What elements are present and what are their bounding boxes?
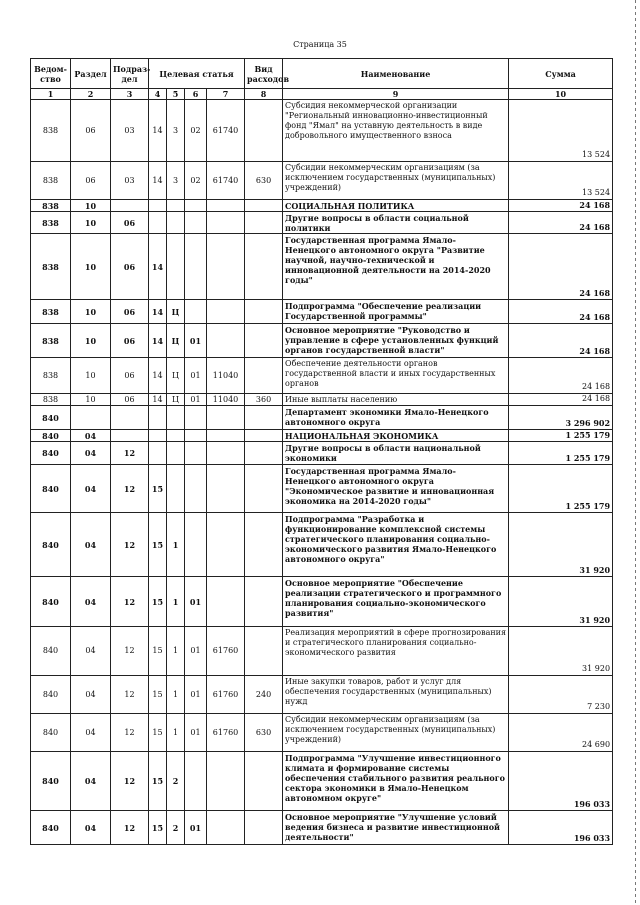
- cell-celevaya-4: 61760: [207, 627, 245, 676]
- cell-celevaya-1: 14: [149, 394, 167, 406]
- cell-celevaya-1: 15: [149, 811, 167, 845]
- cell-celevaya-1: 15: [149, 513, 167, 577]
- cell-celevaya-2: 1: [167, 627, 185, 676]
- cell-vedomstvo: 838: [31, 358, 71, 394]
- header-celevaya-statya: Целевая статья: [149, 59, 245, 89]
- cell-podrazdel: 12: [111, 676, 149, 714]
- cell-summa: 24 168: [509, 394, 613, 406]
- cell-celevaya-1: [149, 406, 167, 430]
- cell-celevaya-2: [167, 465, 185, 513]
- cell-vedomstvo: 840: [31, 513, 71, 577]
- table-row: [31, 513, 613, 577]
- cell-naimenovanie: Государственная программа Ямало-Ненецкого автономного округа "Развитие научной, научно-технической и инновационной деятельности на 2014-2020 годы": [283, 234, 509, 300]
- cell-podrazdel: 06: [111, 394, 149, 406]
- cell-summa: 196 033: [509, 811, 613, 845]
- cell-celevaya-2: 1: [167, 676, 185, 714]
- cell-celevaya-4: 61740: [207, 100, 245, 162]
- cell-celevaya-1: 14: [149, 234, 167, 300]
- cell-vid-rashodov: [245, 300, 283, 324]
- cell-vedomstvo: 838: [31, 162, 71, 200]
- cell-celevaya-2: 1: [167, 714, 185, 752]
- col-number: 4: [149, 89, 167, 100]
- cell-celevaya-1: 14: [149, 162, 167, 200]
- cell-celevaya-3: [185, 442, 207, 465]
- col-number: 9: [283, 89, 509, 100]
- cell-celevaya-2: Ц: [167, 358, 185, 394]
- table-row: [31, 162, 613, 200]
- cell-vedomstvo: 838: [31, 200, 71, 212]
- cell-celevaya-4: [207, 200, 245, 212]
- cell-celevaya-3: 02: [185, 100, 207, 162]
- cell-celevaya-3: [185, 200, 207, 212]
- cell-naimenovanie: Другие вопросы в области национальной экономики: [283, 442, 509, 465]
- cell-vid-rashodov: 360: [245, 394, 283, 406]
- cell-razdel: 04: [71, 430, 111, 442]
- cell-naimenovanie: Субсидия некоммерческой организации "Региональный инновационно-инвестиционный фонд "Ямал" на уставную деятельность в виде добровольного имущественного взноса: [283, 100, 509, 162]
- cell-podrazdel: 06: [111, 212, 149, 234]
- cell-summa: 24 168: [509, 212, 613, 234]
- cell-naimenovanie: Основное мероприятие "Улучшение условий ведения бизнеса и развитие инвестиционной деятельности": [283, 811, 509, 845]
- cell-vid-rashodov: [245, 358, 283, 394]
- cell-podrazdel: 06: [111, 358, 149, 394]
- cell-podrazdel: 12: [111, 627, 149, 676]
- cell-celevaya-2: [167, 212, 185, 234]
- cell-celevaya-3: 01: [185, 811, 207, 845]
- cell-celevaya-3: [185, 406, 207, 430]
- cell-celevaya-3: [185, 300, 207, 324]
- cell-celevaya-3: 02: [185, 162, 207, 200]
- table-row: [31, 442, 613, 465]
- table-row: [31, 300, 613, 324]
- col-number: 10: [509, 89, 613, 100]
- cell-naimenovanie: Подпрограмма "Улучшение инвестиционного климата и формирование системы обеспечения стабильного развития реального сектора экономики в Ямало-Ненецком автономном округе": [283, 752, 509, 811]
- cell-celevaya-2: Ц: [167, 394, 185, 406]
- cell-razdel: 10: [71, 300, 111, 324]
- cell-celevaya-3: 01: [185, 358, 207, 394]
- table-row: [31, 406, 613, 430]
- cell-celevaya-1: [149, 200, 167, 212]
- cell-summa: 24 690: [509, 714, 613, 752]
- cell-vid-rashodov: [245, 324, 283, 358]
- cell-celevaya-2: 3: [167, 162, 185, 200]
- cell-razdel: 10: [71, 200, 111, 212]
- cell-celevaya-1: 14: [149, 358, 167, 394]
- table-row: [31, 627, 613, 676]
- table-row: [31, 465, 613, 513]
- cell-summa: 13 524: [509, 100, 613, 162]
- cell-celevaya-4: [207, 465, 245, 513]
- table-row: [31, 324, 613, 358]
- header-razdel: Раздел: [71, 59, 111, 89]
- cell-summa: 3 296 902: [509, 406, 613, 430]
- cell-vid-rashodov: [245, 212, 283, 234]
- cell-summa: 196 033: [509, 752, 613, 811]
- cell-celevaya-1: 15: [149, 752, 167, 811]
- cell-celevaya-1: [149, 212, 167, 234]
- cell-celevaya-4: [207, 300, 245, 324]
- cell-razdel: 04: [71, 465, 111, 513]
- table-row: [31, 358, 613, 394]
- cell-vid-rashodov: [245, 406, 283, 430]
- cell-celevaya-2: 2: [167, 752, 185, 811]
- cell-celevaya-2: Ц: [167, 300, 185, 324]
- col-number: 3: [111, 89, 149, 100]
- cell-vedomstvo: 838: [31, 100, 71, 162]
- cell-summa: 31 920: [509, 627, 613, 676]
- cell-vid-rashodov: 630: [245, 714, 283, 752]
- cell-celevaya-1: 14: [149, 100, 167, 162]
- table-row: [31, 394, 613, 406]
- table-row: [31, 200, 613, 212]
- cell-razdel: 04: [71, 627, 111, 676]
- cell-celevaya-3: [185, 212, 207, 234]
- cell-podrazdel: 06: [111, 324, 149, 358]
- cell-vedomstvo: 838: [31, 394, 71, 406]
- cell-naimenovanie: Субсидии некоммерческим организациям (за исключением государственных (муниципальных) учреждений): [283, 162, 509, 200]
- cell-razdel: 10: [71, 324, 111, 358]
- cell-vid-rashodov: [245, 752, 283, 811]
- cell-razdel: 04: [71, 811, 111, 845]
- cell-celevaya-4: [207, 234, 245, 300]
- cell-podrazdel: 12: [111, 465, 149, 513]
- col-number: 6: [185, 89, 207, 100]
- cell-summa: 24 168: [509, 358, 613, 394]
- cell-vedomstvo: 840: [31, 430, 71, 442]
- cell-vedomstvo: 840: [31, 465, 71, 513]
- cell-summa: 7 230: [509, 676, 613, 714]
- cell-celevaya-4: 11040: [207, 394, 245, 406]
- cell-celevaya-2: [167, 406, 185, 430]
- cell-podrazdel: [111, 430, 149, 442]
- cell-razdel: 10: [71, 358, 111, 394]
- cell-vedomstvo: 840: [31, 676, 71, 714]
- cell-vid-rashodov: [245, 430, 283, 442]
- cell-razdel: 04: [71, 442, 111, 465]
- budget-table: [30, 58, 613, 845]
- cell-celevaya-4: 61760: [207, 676, 245, 714]
- cell-celevaya-4: [207, 430, 245, 442]
- cell-summa: 24 168: [509, 300, 613, 324]
- table-row: [31, 714, 613, 752]
- cell-celevaya-4: [207, 752, 245, 811]
- cell-celevaya-2: 3: [167, 100, 185, 162]
- header-vedomstvo: Ведом-ство: [31, 59, 71, 89]
- cell-celevaya-1: [149, 442, 167, 465]
- cell-summa: 24 168: [509, 234, 613, 300]
- cell-podrazdel: 12: [111, 811, 149, 845]
- cell-vid-rashodov: [245, 442, 283, 465]
- table-header-row: [31, 59, 613, 89]
- cell-vedomstvo: 840: [31, 714, 71, 752]
- cell-celevaya-1: 14: [149, 300, 167, 324]
- cell-vid-rashodov: [245, 577, 283, 627]
- cell-celevaya-1: 14: [149, 324, 167, 358]
- cell-celevaya-3: 01: [185, 324, 207, 358]
- cell-razdel: 10: [71, 234, 111, 300]
- cell-vedomstvo: 840: [31, 577, 71, 627]
- table-row: [31, 100, 613, 162]
- cell-summa: 13 524: [509, 162, 613, 200]
- cell-celevaya-3: [185, 752, 207, 811]
- cell-naimenovanie: Субсидии некоммерческим организациям (за исключением государственных (муниципальных) учреждений): [283, 714, 509, 752]
- cell-podrazdel: 12: [111, 752, 149, 811]
- cell-celevaya-2: [167, 234, 185, 300]
- cell-naimenovanie: Иные выплаты населению: [283, 394, 509, 406]
- cell-celevaya-3: [185, 513, 207, 577]
- cell-podrazdel: 06: [111, 300, 149, 324]
- cell-naimenovanie: Подпрограмма "Обеспечение реализации Государственной программы": [283, 300, 509, 324]
- cell-podrazdel: 12: [111, 714, 149, 752]
- cell-celevaya-3: 01: [185, 714, 207, 752]
- cell-podrazdel: 03: [111, 162, 149, 200]
- cell-celevaya-1: 15: [149, 714, 167, 752]
- cell-podrazdel: 12: [111, 513, 149, 577]
- cell-razdel: [71, 406, 111, 430]
- table-row: [31, 234, 613, 300]
- cell-celevaya-4: 11040: [207, 358, 245, 394]
- cell-vedomstvo: 838: [31, 212, 71, 234]
- cell-celevaya-3: [185, 465, 207, 513]
- cell-podrazdel: 12: [111, 577, 149, 627]
- cell-summa: 1 255 179: [509, 442, 613, 465]
- cell-celevaya-2: [167, 430, 185, 442]
- col-number: 2: [71, 89, 111, 100]
- cell-naimenovanie: Другие вопросы в области социальной политики: [283, 212, 509, 234]
- cell-razdel: 06: [71, 162, 111, 200]
- cell-celevaya-3: [185, 234, 207, 300]
- cell-naimenovanie: Подпрограмма "Разработка и функционирование комплексной системы стратегического планирования социально-экономического развития Ямало-Ненецкого автономного округа": [283, 513, 509, 577]
- cell-razdel: 06: [71, 100, 111, 162]
- cell-celevaya-1: 15: [149, 676, 167, 714]
- cell-celevaya-3: [185, 430, 207, 442]
- cell-razdel: 04: [71, 513, 111, 577]
- cell-celevaya-3: 01: [185, 394, 207, 406]
- cell-summa: 24 168: [509, 324, 613, 358]
- cell-vid-rashodov: [245, 100, 283, 162]
- cell-vid-rashodov: [245, 465, 283, 513]
- table-row: [31, 577, 613, 627]
- cell-summa: 24 168: [509, 200, 613, 212]
- table-row: [31, 811, 613, 845]
- cell-vedomstvo: 840: [31, 406, 71, 430]
- cell-razdel: 04: [71, 676, 111, 714]
- cell-naimenovanie: Основное мероприятие "Руководство и управление в сфере установленных функций органов государственной власти": [283, 324, 509, 358]
- cell-celevaya-3: 01: [185, 676, 207, 714]
- cell-naimenovanie: Реализация мероприятий в сфере прогнозирования и стратегического планирования социально-экономического развития: [283, 627, 509, 676]
- col-number: 7: [207, 89, 245, 100]
- table-row: [31, 752, 613, 811]
- cell-celevaya-4: 61740: [207, 162, 245, 200]
- cell-podrazdel: 03: [111, 100, 149, 162]
- cell-celevaya-4: [207, 442, 245, 465]
- cell-celevaya-3: 01: [185, 577, 207, 627]
- col-number: 1: [31, 89, 71, 100]
- cell-razdel: 10: [71, 394, 111, 406]
- cell-podrazdel: 12: [111, 442, 149, 465]
- cell-celevaya-4: [207, 212, 245, 234]
- col-number: 8: [245, 89, 283, 100]
- cell-celevaya-3: 01: [185, 627, 207, 676]
- cell-naimenovanie: Обеспечение деятельности органов государственной власти и иных государственных органов: [283, 358, 509, 394]
- cell-razdel: 10: [71, 212, 111, 234]
- cell-vedomstvo: 840: [31, 811, 71, 845]
- cell-naimenovanie: Государственная программа Ямало-Ненецкого автономного округа "Экономическое развитие и инновационная экономика на 2014-2020 годы": [283, 465, 509, 513]
- cell-celevaya-1: 15: [149, 627, 167, 676]
- cell-vid-rashodov: [245, 811, 283, 845]
- cell-summa: 31 920: [509, 577, 613, 627]
- cell-summa: 31 920: [509, 513, 613, 577]
- cell-celevaya-4: 61760: [207, 714, 245, 752]
- cell-naimenovanie: СОЦИАЛЬНАЯ ПОЛИТИКА: [283, 200, 509, 212]
- cell-naimenovanie: Иные закупки товаров, работ и услуг для обеспечения государственных (муниципальных) нужд: [283, 676, 509, 714]
- table-row: [31, 676, 613, 714]
- cell-celevaya-1: [149, 430, 167, 442]
- page-number: Страница 35: [293, 40, 347, 49]
- cell-vedomstvo: 840: [31, 752, 71, 811]
- cell-vedomstvo: 838: [31, 300, 71, 324]
- cell-podrazdel: [111, 406, 149, 430]
- cell-vid-rashodov: [245, 234, 283, 300]
- cell-naimenovanie: Департамент экономики Ямало-Ненецкого автономного округа: [283, 406, 509, 430]
- cell-celevaya-4: [207, 577, 245, 627]
- cell-podrazdel: 06: [111, 234, 149, 300]
- cell-vedomstvo: 838: [31, 234, 71, 300]
- cell-vedomstvo: 838: [31, 324, 71, 358]
- table-body: [31, 100, 613, 845]
- cell-vid-rashodov: 630: [245, 162, 283, 200]
- header-podrazdel: Подраз-дел: [111, 59, 149, 89]
- cell-vedomstvo: 840: [31, 627, 71, 676]
- cell-vid-rashodov: [245, 200, 283, 212]
- cell-vid-rashodov: [245, 513, 283, 577]
- cell-celevaya-1: 15: [149, 465, 167, 513]
- cell-celevaya-2: [167, 200, 185, 212]
- cell-celevaya-1: 15: [149, 577, 167, 627]
- header-summa: Сумма: [509, 59, 613, 89]
- cell-naimenovanie: НАЦИОНАЛЬНАЯ ЭКОНОМИКА: [283, 430, 509, 442]
- cell-vid-rashodov: [245, 627, 283, 676]
- cell-celevaya-2: Ц: [167, 324, 185, 358]
- cell-summa: 1 255 179: [509, 465, 613, 513]
- table-row: [31, 212, 613, 234]
- cell-celevaya-2: 1: [167, 577, 185, 627]
- cell-celevaya-2: 2: [167, 811, 185, 845]
- header-naimenovanie: Наименование: [283, 59, 509, 89]
- cell-naimenovanie: Основное мероприятие "Обеспечение реализации стратегического и программного планирования социально-экономического развития": [283, 577, 509, 627]
- cell-razdel: 04: [71, 714, 111, 752]
- cell-celevaya-4: [207, 406, 245, 430]
- cell-celevaya-4: [207, 324, 245, 358]
- column-number-row: [31, 89, 613, 100]
- scan-edge: [635, 0, 636, 905]
- cell-celevaya-2: 1: [167, 513, 185, 577]
- table-row: [31, 430, 613, 442]
- cell-celevaya-4: [207, 811, 245, 845]
- cell-vid-rashodov: 240: [245, 676, 283, 714]
- cell-razdel: 04: [71, 752, 111, 811]
- cell-razdel: 04: [71, 577, 111, 627]
- cell-podrazdel: [111, 200, 149, 212]
- header-vid-rashodov: Вид расходов: [245, 59, 283, 89]
- cell-vedomstvo: 840: [31, 442, 71, 465]
- cell-celevaya-2: [167, 442, 185, 465]
- cell-summa: 1 255 179: [509, 430, 613, 442]
- cell-celevaya-4: [207, 513, 245, 577]
- col-number: 5: [167, 89, 185, 100]
